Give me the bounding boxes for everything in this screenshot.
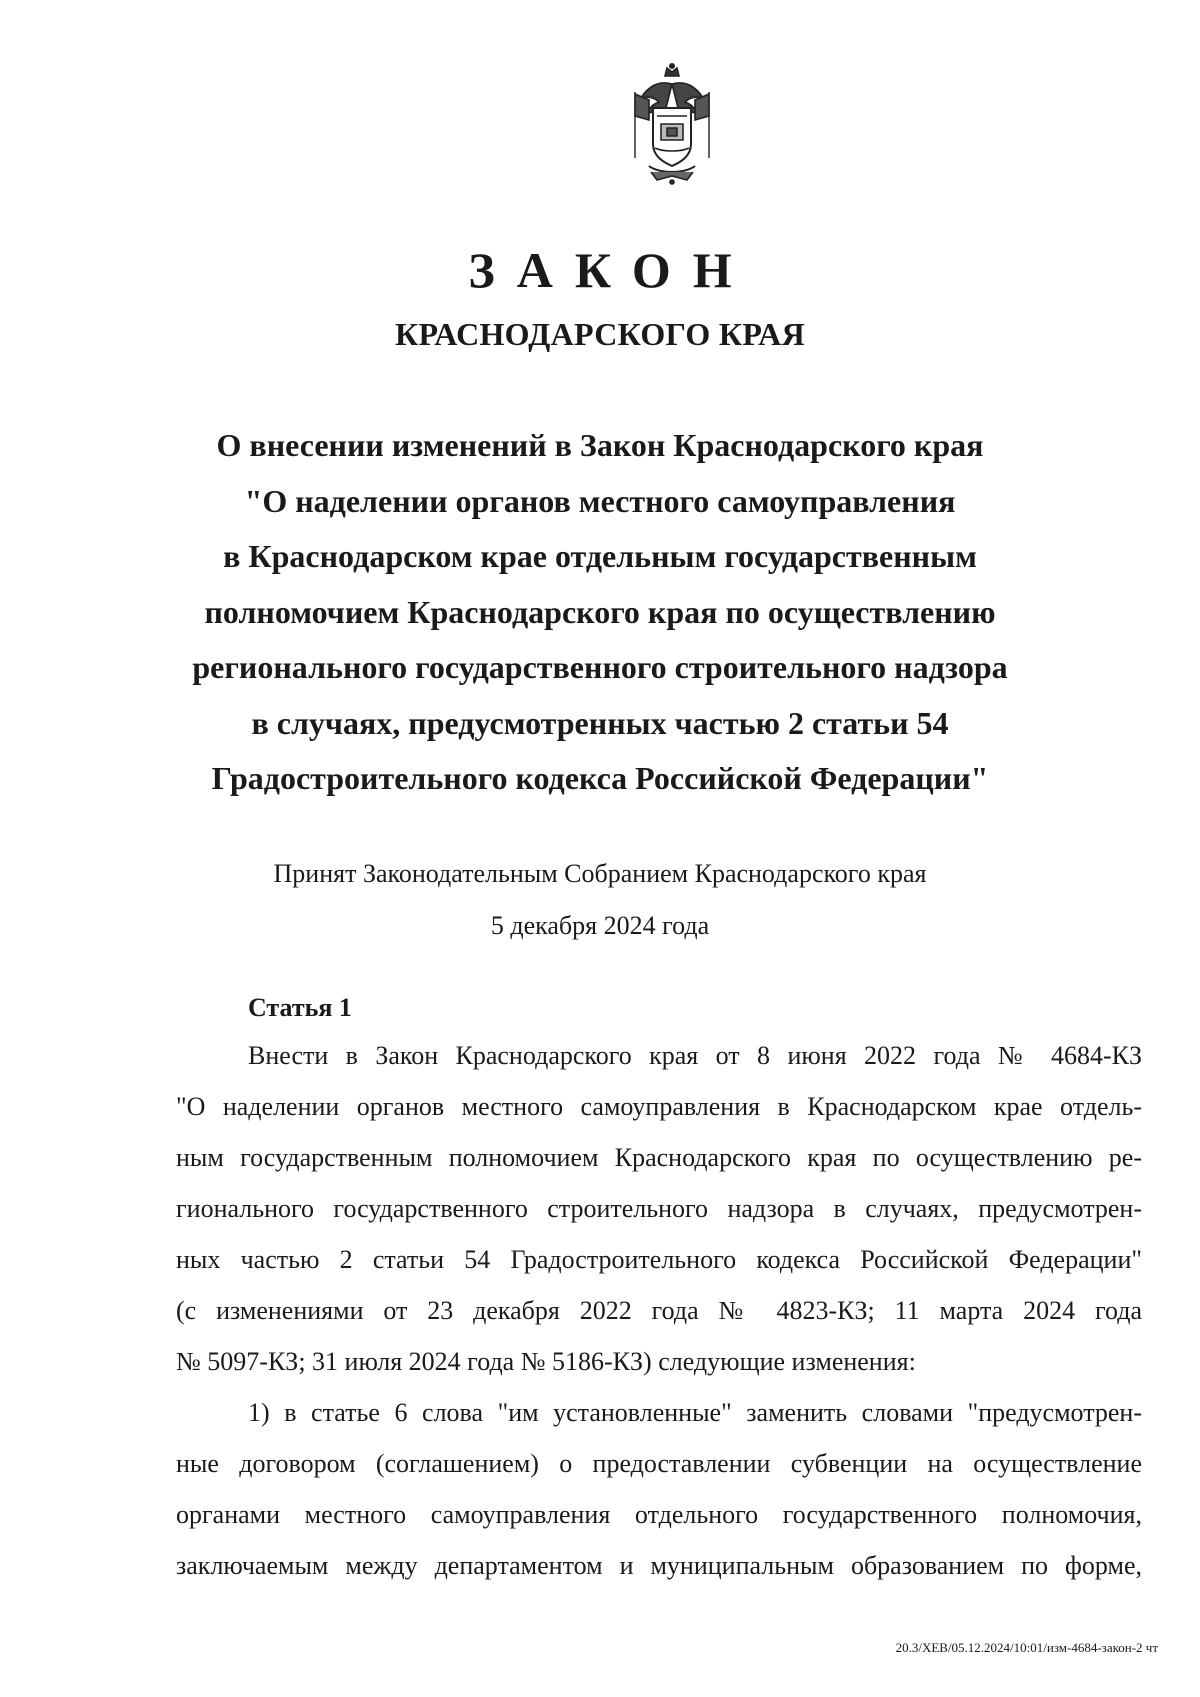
body-line: "О наделении органов местного самоуправления в Краснодарском крае отдель- (176, 1092, 1142, 1121)
heading-line: полномочием Краснодарского края по осуществлению (204, 593, 996, 630)
region-title: КРАСНОДАРСКОГО КРАЯ (395, 316, 805, 352)
article-body (176, 1030, 1142, 1591)
heading-line: Градостроительного кодекса Российской Федерации" (211, 760, 989, 796)
adoption-body: Принят Законодательным Собранием Краснодарского края (273, 859, 927, 888)
body-line: 1) в статье 6 слова "им установленные" заменить словами "предусмотрен- (248, 1398, 1142, 1427)
body-line: (с изменениями от 23 декабря 2022 года № 4823-КЗ; 11 марта 2024 года (176, 1296, 1142, 1325)
heading-line: О внесении изменений в Закон Краснодарского края (216, 427, 984, 463)
body-line: заключаемым между департаментом и муниципальным образованием по форме, (176, 1551, 1142, 1580)
article-title: Статья 1 (248, 993, 352, 1022)
body-line: ных частью 2 статьи 54 Градостроительного кодекса Российской Федерации" (176, 1245, 1142, 1274)
document-footer-code: 20.3/ХЕВ/05.12.2024/10:01/изм-4684-закон-2 чт (895, 1640, 1158, 1655)
body-line: № 5097-КЗ; 31 июля 2024 года № 5186-КЗ) следующие изменения: (176, 1347, 916, 1376)
heading-line: "О наделении органов местного самоуправления (244, 482, 956, 519)
body-line: ные договором (соглашением) о предоставлении субвенции на осуществление (176, 1449, 1142, 1478)
heading-line: в Краснодарском крае отдельным государственным (223, 538, 977, 574)
heading-line: регионального государственного строительного надзора (192, 649, 1008, 685)
body-line: Внести в Закон Краснодарского края от 8 июня 2022 года № 4684-КЗ (248, 1041, 1142, 1070)
law-heading (0, 418, 1200, 807)
body-line: гионального государственного строительного надзора в случаях, предусмотрен- (176, 1194, 1142, 1223)
body-line: органами местного самоуправления отдельного государственного полномочия, (176, 1500, 1142, 1529)
adoption-date: 5 декабря 2024 года (490, 911, 710, 940)
law-title: ЗАКОН (468, 242, 754, 298)
heading-line: в случаях, предусмотренных частью 2 статьи 54 (251, 704, 949, 741)
krasnodar-krai-coat-of-arms-icon (627, 62, 717, 186)
adoption-note (0, 848, 1200, 952)
body-line: ным государственным полномочием Краснодарского края по осуществлению ре- (176, 1143, 1142, 1172)
